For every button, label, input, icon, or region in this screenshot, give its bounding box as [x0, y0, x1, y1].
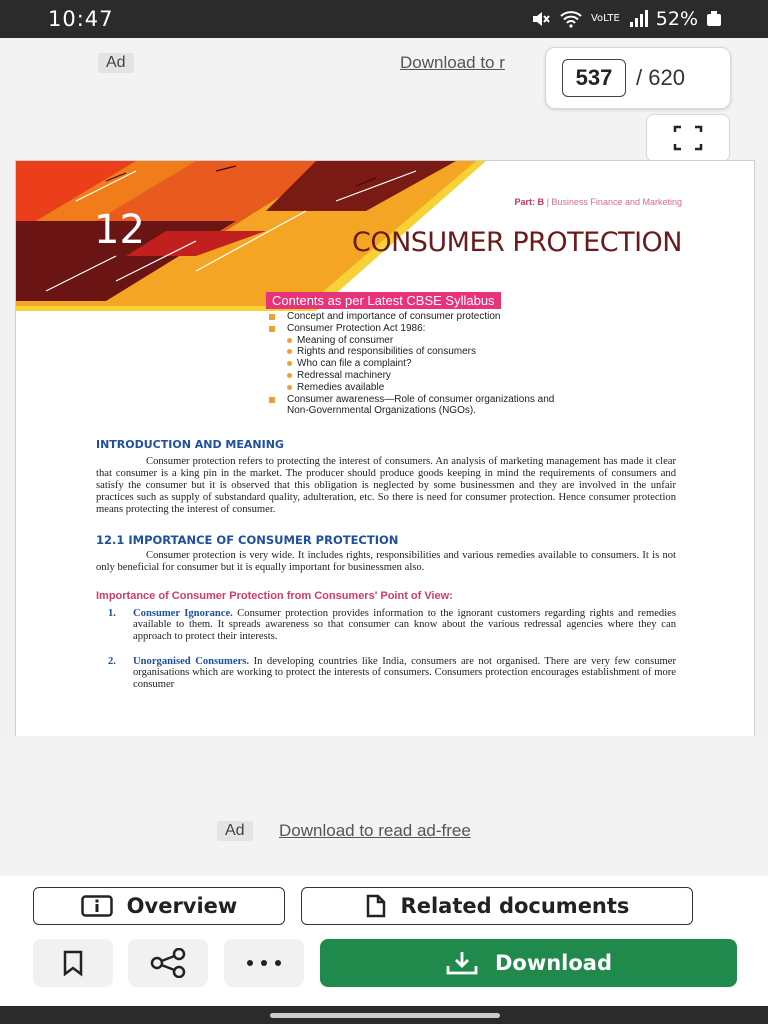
importance-point [108, 656, 676, 690]
section-text: Consumer protection is very wide. It includes rights, responsibilities and various remedies available to consumers. It is not only beneficial for consumer but it is equally important for businessmen also. [96, 550, 676, 573]
syllabus-subitem: Who can file a complaint? [269, 358, 554, 370]
point-text: Consumer protection provides information to the ignorant customers regarding rights and remedies available to them. It spreads awareness so that consumer can know about the various redressal agencies where they can approach to protect their interests. [133, 608, 676, 642]
syllabus-list [269, 311, 554, 417]
status-bar [0, 0, 768, 38]
signal-icon [628, 10, 648, 28]
ad-badge-top: Ad [98, 53, 134, 73]
bottom-ad-area [0, 736, 768, 876]
point-number: 1. [108, 608, 116, 619]
chapter-number: 12 [94, 207, 145, 253]
part-label [515, 197, 682, 207]
download-label: Download [494, 951, 613, 975]
download-button[interactable] [320, 939, 737, 987]
download-ad-free-link-bottom[interactable]: Download to read ad-free [279, 821, 471, 840]
status-icons [531, 8, 722, 30]
point-title: Unorganised Consumers. [133, 656, 250, 667]
status-time: 10:47 [48, 7, 114, 31]
syllabus-subitem: Rights and responsibilities of consumers [269, 346, 554, 358]
more-options-button[interactable] [224, 939, 304, 987]
syllabus-heading: Contents as per Latest CBSE Syllabus [266, 292, 501, 309]
overview-button[interactable] [33, 887, 285, 925]
part-title: | Business Finance and Marketing [546, 197, 682, 207]
intro-heading: INTRODUCTION AND MEANING [96, 438, 284, 451]
intro-paragraph [96, 456, 676, 516]
share-button[interactable] [128, 939, 208, 987]
battery-icon [706, 10, 722, 28]
syllabus-subitem: Remedies available [269, 382, 554, 394]
download-icon [445, 950, 479, 976]
home-gesture-handle[interactable] [270, 1013, 500, 1018]
intro-text: Consumer protection refers to protecting the interest of consumers. An analysis of marketing management has made it clear that consumer is a king pin in the market. The producer should produce goods keeping in mind the requirements of consumers and satisfy the consumer but it is observed that this obligation is neglected by some businessmen and they are involved in the unfair practices such as supply of substandard quality, adulteration, etc. So there is need for consumer protection. Hence consumer protection means protecting the interest of consumer. [96, 456, 676, 515]
part-code: Part: B [514, 197, 545, 207]
download-ad-free-link-top[interactable]: Download to r [400, 53, 505, 72]
fullscreen-button[interactable] [646, 114, 730, 162]
syllabus-subitem: Redressal machinery [269, 370, 554, 382]
section-paragraph [96, 550, 676, 574]
point-text: In developing countries like India, consumers are not organised. There are very few consumer organisations which are working to protect the interests of consumers. Consumers protection encourages establishment of more consumer [133, 656, 676, 690]
importance-heading: Importance of Consumer Protection from Consumers' Point of View: [96, 590, 453, 602]
importance-point [108, 608, 676, 642]
current-page-input[interactable]: 537 [562, 59, 626, 97]
system-nav-bar [0, 1006, 768, 1024]
total-pages: / 620 [636, 65, 685, 90]
bookmark-icon [60, 949, 86, 977]
fullscreen-icon [647, 115, 729, 161]
point-number: 2. [108, 656, 116, 667]
more-icon [244, 958, 284, 968]
volte-label: VoLTE [590, 13, 620, 24]
point-title: Consumer Ignorance. [133, 608, 233, 619]
syllabus-item: Consumer Protection Act 1986: [269, 323, 554, 335]
syllabus-item: Consumer awareness—Role of consumer organizations and [269, 394, 554, 406]
page-counter [545, 47, 731, 109]
battery-percent: 52% [655, 8, 698, 30]
save-bookmark-button[interactable] [33, 939, 113, 987]
chapter-title: CONSUMER PROTECTION [351, 227, 682, 258]
info-icon [81, 895, 113, 917]
share-icon [149, 948, 187, 978]
section-heading: 12.1 IMPORTANCE OF CONSUMER PROTECTION [96, 533, 399, 547]
document-icon [365, 894, 387, 918]
related-documents-label: Related documents [400, 894, 630, 918]
document-page [15, 160, 755, 737]
syllabus-subitem: Meaning of consumer [269, 335, 554, 347]
ad-badge-bottom: Ad [217, 821, 253, 841]
syllabus-item: Concept and importance of consumer protection [269, 311, 554, 323]
mute-icon [531, 10, 551, 28]
related-documents-button[interactable] [301, 887, 693, 925]
wifi-icon [559, 10, 583, 28]
syllabus-item-continued: Non-Governmental Organizations (NGOs). [287, 405, 476, 417]
overview-label: Overview [126, 894, 238, 918]
